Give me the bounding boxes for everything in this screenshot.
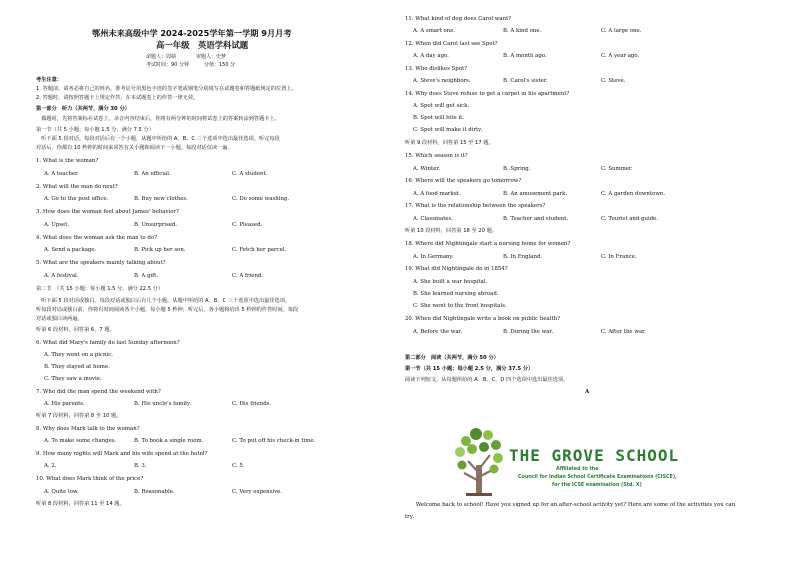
question-9: 9. How many nights will Mark and his wife spend at the hotel? [36, 451, 208, 457]
q15-option-a: A. Winter. [413, 166, 441, 172]
exam-subtitle: 高一年级 英语学科试题 [156, 40, 249, 50]
q8-option-a: A. To make some changes. [44, 438, 117, 444]
section1-desc-2: 对话后，你都有 10 秒钟的时间来回答有关小题和阅读下一小题。每段对话仅读一遍。 [36, 145, 233, 151]
question-18: 18. Where did Nightingale start a nursing home for women? [405, 241, 571, 247]
material-7: 听第 7 段材料，回答第 8 至 10 题。 [36, 413, 122, 419]
q1-option-c: C. A student. [232, 171, 268, 177]
logo-affiliation-1: Affiliated to the [556, 467, 599, 472]
q4-option-c: C. Fetch her parcel. [232, 247, 287, 253]
q7-option-a: A. His parents. [44, 401, 85, 407]
section1-desc-1: 听下面 5 段对话。每段对话后有一个小题，从题中所给的 A、B、C 三个选项中选出最佳选项。听完每段 [36, 136, 280, 142]
school-name-logo: THE GROVE SCHOOL [509, 446, 680, 465]
q7-option-c: C. His friends. [232, 401, 272, 407]
q4-option-b: B. Pick up her son. [134, 247, 186, 253]
question-20: 20. When did Nightingale write a book on public health? [405, 316, 560, 322]
q12-option-b: B. A month ago. [503, 53, 547, 59]
q12-option-c: C. A year ago. [601, 53, 640, 59]
q3-option-a: A. Upset. [44, 222, 70, 228]
q2-option-c: C. Do some washing. [232, 196, 290, 202]
material-8: 听第 8 段材料，回答第 11 至 14 题。 [36, 501, 125, 507]
part1-intro: 做题时，先将答案标在试卷上。录音内容结束后，你将有两分钟的时间将试卷上的答案转涂到答题卡上。 [36, 116, 280, 122]
q10-option-a: A. Quite low. [44, 489, 79, 495]
question-4: 4. What does the woman ask the man to do? [36, 235, 157, 241]
question-13: 13. Who dislikes Spot? [405, 66, 468, 72]
q16-option-b: B. An amusement park. [503, 191, 568, 197]
q17-option-a: A. Classmates. [413, 216, 454, 222]
q5-option-b: B. A gift. [134, 273, 159, 279]
question-7: 7. Who did the man spend the weekend with? [36, 389, 161, 395]
q17-option-c: C. Tourist and guide. [601, 216, 659, 222]
part2-heading: 第二部分 阅读（共两节，满分 50 分） [405, 355, 499, 361]
exam-title: 鄂州未来高级中学 2024-2025学年第一学期 9月月考 [92, 28, 292, 38]
section2-desc-3: 对话或独白读两遍。 [36, 316, 83, 322]
q9-option-a: A. 2. [44, 463, 57, 469]
exam-time-score: 考试时间：90 分钟 分值：150 分 [146, 62, 236, 68]
section2-desc-1: 听下面 5 段对话或独白。每段对话或独白后有几个小题，从题中所给的 A、B、C 三个选项中选出最佳选项。 [36, 298, 291, 304]
q14-option-c: C. Spot will make it dirty. [413, 127, 483, 133]
reading-section1-desc: 阅读下列短文，从每题所给的 A、B、C、D 四个选项中选出最佳选项。 [405, 377, 569, 383]
q2-option-b: B. Buy new clothes. [134, 196, 188, 202]
q18-option-c: C. In France. [601, 254, 637, 260]
question-6: 6. What did Mary's family do last Sunday afternoon? [36, 340, 180, 346]
q20-option-c: C. After the war. [601, 329, 646, 335]
q19-option-c: C. She went to the front hospitals. [413, 303, 507, 309]
q13-option-a: A. Steve's neighbors. [413, 78, 471, 84]
q11-option-a: A. A smart one. [413, 28, 456, 34]
question-3: 3. How does the woman feel about James' behavior? [36, 209, 179, 215]
logo-affiliation-2: Council for Indian School Certificate Examinations (CISCE), [518, 475, 677, 480]
notice-line-1: 1. 答题前，请务必将自己的姓名、准考证号用黑色字迹的签字笔或钢笔分别填写在试题卷和答题纸规定的位置上。 [36, 86, 297, 92]
q14-option-a: A. Spot will get sick. [413, 103, 470, 109]
question-19: 19. What did Nightingale do in 1854? [405, 266, 508, 272]
q13-option-b: B. Carol's sister. [503, 78, 548, 84]
notice-heading: 考生注意： [36, 77, 62, 83]
part1-heading: 第一部分 听力（共两节，满分 30 分） [36, 106, 130, 112]
tree-logo-icon [452, 425, 508, 501]
q11-option-c: C. A large one. [601, 28, 642, 34]
question-2: 2. What will the man do next? [36, 184, 118, 190]
question-10: 10. What does Mark think of the price? [36, 476, 144, 482]
section1-heading: 第一节（共 5 小题；每小题 1.5 分，满分 7.5 分） [36, 127, 154, 133]
q9-option-c: C. 5. [232, 463, 245, 469]
logo-affiliation-3: for the ICSE examination (Std. X) [552, 483, 642, 488]
question-5: 5. What are the speakers mainly talking about? [36, 260, 166, 266]
passage-line-2: try. [405, 514, 414, 520]
q15-option-c: C. Summer. [601, 166, 633, 172]
q19-option-b: B. She learned nursing abroad. [413, 291, 499, 297]
section2-heading: 第二节 （共 15 小题；每小题 1.5 分，满分 22.5 分） [36, 286, 164, 292]
q11-option-b: B. A kind one. [503, 28, 542, 34]
q16-option-c: C. A garden downtown. [601, 191, 666, 197]
q14-option-b: B. Spot will bite it. [413, 115, 465, 121]
question-14: 14. Why does Steve refuse to get a carpet in his apartment? [405, 91, 570, 97]
q15-option-b: B. Spring. [503, 166, 531, 172]
question-1: 1. What is the woman? [36, 158, 99, 164]
section2-desc-2: 听每段对话或独白前，你将有时间阅读各个小题，每小题 5 秒钟；听完后，各小题将给出 5 秒钟的作答时间。每段 [36, 307, 299, 313]
q9-option-b: B. 3. [134, 463, 147, 469]
q1-option-a: A. A teacher. [44, 171, 79, 177]
q18-option-a: A. In Germany. [413, 254, 454, 260]
notice-line-2: 2. 答题时，请按照答题卡上规定作答，在本试题卷上的作答一律无效。 [36, 95, 199, 101]
q5-option-a: A. A festival. [44, 273, 79, 279]
passage-label: A [585, 389, 590, 395]
q18-option-b: B. In England. [503, 254, 543, 260]
q8-option-c: C. To put off his check-in time. [232, 438, 316, 444]
q20-option-a: A. Before the war. [413, 329, 463, 335]
reading-section1-heading: 第一节（共 15 小题；每小题 2.5 分，满分 37.5 分） [405, 366, 534, 372]
question-12: 12. When did Carol last see Spot? [405, 41, 498, 47]
material-9: 听第 9 段材料，回答第 15 至 17 题。 [405, 140, 494, 146]
q7-option-b: B. His uncle's family. [134, 401, 191, 407]
q3-option-c: C. Pleased. [232, 222, 263, 228]
q3-option-b: B. Unsurprised. [134, 222, 178, 228]
q16-option-a: A. A food market. [413, 191, 461, 197]
question-15: 15. Which season is it? [405, 153, 468, 159]
question-17: 17. What is the relationship between the speakers? [405, 203, 546, 209]
question-16: 16. Where will the speakers go tomorrow? [405, 178, 522, 184]
question-11: 11. What kind of dog does Carol want? [405, 16, 512, 22]
passage-line-1: Welcome back to school! Have you signed up for an after-school activity yet? Here are some of the activities you can [405, 502, 736, 508]
q20-option-b: B. During the war. [503, 329, 554, 335]
q6-option-a: A. They went on a picnic. [44, 352, 113, 358]
question-8: 8. Why does Mark talk to the woman? [36, 426, 140, 432]
q2-option-a: A. Go to the post office. [44, 196, 109, 202]
q17-option-b: B. Teacher and student. [503, 216, 569, 222]
q6-option-b: B. They stayed at home. [44, 364, 110, 370]
q10-option-b: B. Reasonable. [134, 489, 175, 495]
q6-option-c: C. They saw a movie. [44, 376, 102, 382]
q5-option-c: C. A friend. [232, 273, 264, 279]
q8-option-b: B. To book a single room. [134, 438, 204, 444]
material-6: 听第 6 段材料，回答第 6、7 题。 [36, 327, 115, 333]
q12-option-a: A. A day ago. [413, 53, 449, 59]
q13-option-c: C. Steve. [601, 78, 626, 84]
material-10: 听第 10 段材料，回答第 18 至 20 题。 [405, 228, 497, 234]
q10-option-c: C. Very expensive. [232, 489, 283, 495]
q4-option-a: A. Send a package. [44, 247, 97, 253]
q19-option-a: A. She built a war hospital. [413, 279, 488, 285]
exam-setter: 命题人：周婧 审题人：史梦 [146, 54, 227, 60]
q1-option-b: B. An official. [134, 171, 171, 177]
